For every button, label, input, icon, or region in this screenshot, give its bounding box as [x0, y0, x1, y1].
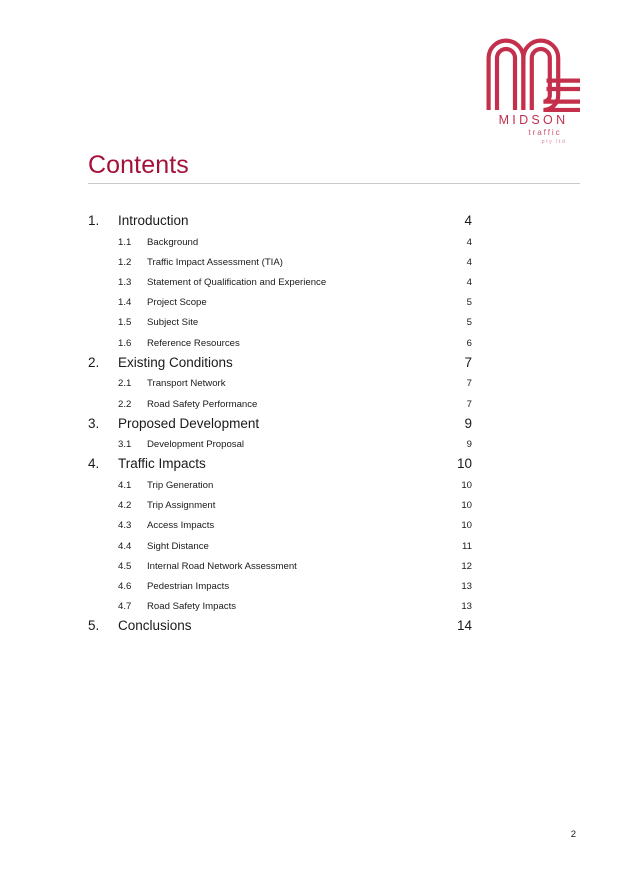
toc-entry-page: 4: [466, 256, 472, 268]
toc-entry-title: Proposed Development: [118, 415, 260, 431]
toc-entry[interactable]: [0, 597, 622, 617]
toc-entry-page: 7: [464, 354, 472, 370]
toc-entry-number: 2.2: [118, 398, 132, 410]
toc-entry-title: Access Impacts: [147, 520, 215, 532]
toc-entry-number: 5.: [88, 618, 100, 634]
toc-entry[interactable]: [0, 577, 622, 597]
toc-entry[interactable]: [0, 496, 622, 516]
toc-entry-title: Pedestrian Impacts: [147, 581, 230, 592]
toc-entry-number: 3.1: [118, 439, 132, 451]
toc-entry[interactable]: [0, 516, 622, 536]
toc-entry-page: 10: [461, 480, 472, 492]
toc-entry-title: Internal Road Network Assessment: [147, 560, 297, 572]
page-number: 2: [570, 829, 576, 840]
toc-entry[interactable]: [0, 476, 622, 496]
toc-entry[interactable]: [0, 313, 622, 333]
toc-entry-title: Background: [147, 236, 199, 248]
toc-entry-number: 4.5: [118, 560, 132, 572]
toc-entry-number: 2.1: [118, 378, 132, 390]
toc-entry-number: 4.4: [118, 540, 132, 552]
logo-tagline: traffic: [528, 128, 562, 138]
toc-entry[interactable]: [0, 233, 622, 253]
toc-entry-title: Road Safety Impacts: [147, 601, 237, 613]
company-logo: [484, 36, 580, 146]
toc-entry-title: Reference Resources: [147, 337, 240, 349]
toc-entry-page: 4: [466, 236, 472, 248]
toc-entry-title: Existing Conditions: [118, 354, 233, 370]
heading-divider: [88, 183, 580, 184]
toc-entry-title: Traffic Impact Assessment (TIA): [147, 256, 283, 268]
toc-entry-page: 6: [466, 337, 472, 349]
toc-entry-title: Introduction: [118, 213, 189, 228]
toc-entry-number: 3.: [88, 415, 100, 431]
toc-entry-number: 1.: [88, 213, 100, 228]
toc-entry[interactable]: [0, 293, 622, 313]
toc-entry-page: 9: [466, 439, 472, 451]
toc-entry-title: Project Scope: [147, 297, 207, 309]
toc-entry-number: 4.1: [118, 480, 132, 492]
toc-entry-number: 1.2: [118, 256, 132, 268]
toc-entry-page: 13: [461, 581, 472, 592]
toc-entry-number: 1.3: [118, 276, 132, 288]
toc-entry-number: 1.1: [118, 236, 132, 248]
toc-entry-title: Road Safety Performance: [147, 398, 258, 410]
toc-entry[interactable]: [0, 354, 622, 375]
toc-entry-number: 4.2: [118, 500, 132, 512]
toc-entry[interactable]: [0, 415, 622, 436]
toc-entry-page: 5: [466, 317, 472, 329]
toc-entry-title: Trip Generation: [147, 480, 214, 492]
toc-entry[interactable]: [0, 537, 622, 557]
toc-entry-title: Statement of Qualification and Experience: [147, 276, 327, 288]
toc-entry-number: 4.3: [118, 520, 132, 532]
toc-entry[interactable]: [0, 557, 622, 577]
toc-entry-page: 4: [466, 276, 472, 288]
toc-entry-page: 9: [464, 415, 472, 431]
logo-company-name: MIDSON: [498, 113, 569, 127]
toc-entry-page: 7: [466, 398, 472, 410]
toc-entry-page: 13: [461, 601, 472, 613]
toc-entry[interactable]: [0, 395, 622, 415]
toc-entry[interactable]: [0, 455, 622, 476]
toc-entry-page: 5: [466, 297, 472, 309]
toc-entry-number: 4.6: [118, 581, 132, 592]
toc-entry-page: 4: [464, 213, 472, 228]
toc-entry-title: Transport Network: [147, 378, 226, 390]
toc-entry-page: 12: [461, 560, 472, 572]
toc-entry-page: 10: [461, 500, 472, 512]
toc-entry-page: 14: [456, 618, 472, 634]
toc-entry-title: Traffic Impacts: [118, 456, 206, 472]
midson-m-logo-icon: [484, 36, 580, 112]
toc-entry-page: 11: [462, 540, 472, 552]
toc-entry[interactable]: [0, 212, 622, 233]
logo-entity-type: pty ltd: [541, 139, 567, 146]
toc-entry-page: 10: [456, 456, 472, 472]
toc-entry-page: 7: [466, 378, 472, 390]
toc-entry[interactable]: [0, 273, 622, 293]
toc-entry[interactable]: [0, 334, 622, 354]
toc-entry[interactable]: [0, 435, 622, 455]
toc-entry[interactable]: [0, 374, 622, 394]
toc-entry[interactable]: [0, 617, 622, 638]
toc-entry-number: 4.: [88, 456, 100, 472]
toc-entry-title: Conclusions: [118, 618, 192, 634]
toc-entry-number: 1.6: [118, 337, 132, 349]
toc-entry-title: Development Proposal: [147, 439, 245, 451]
logo-wordmark: [484, 114, 580, 146]
toc-entry-number: 1.5: [118, 317, 132, 329]
table-of-contents: [0, 212, 622, 638]
toc-entry-number: 4.7: [118, 601, 132, 613]
toc-entry[interactable]: [0, 253, 622, 273]
toc-entry-number: 1.4: [118, 297, 132, 309]
toc-entry-page: 10: [461, 520, 472, 532]
toc-entry-title: Trip Assignment: [147, 500, 216, 512]
toc-entry-number: 2.: [88, 354, 100, 370]
toc-entry-title: Sight Distance: [147, 540, 209, 552]
page-title: Contents: [88, 151, 189, 179]
toc-entry-title: Subject Site: [147, 317, 199, 329]
